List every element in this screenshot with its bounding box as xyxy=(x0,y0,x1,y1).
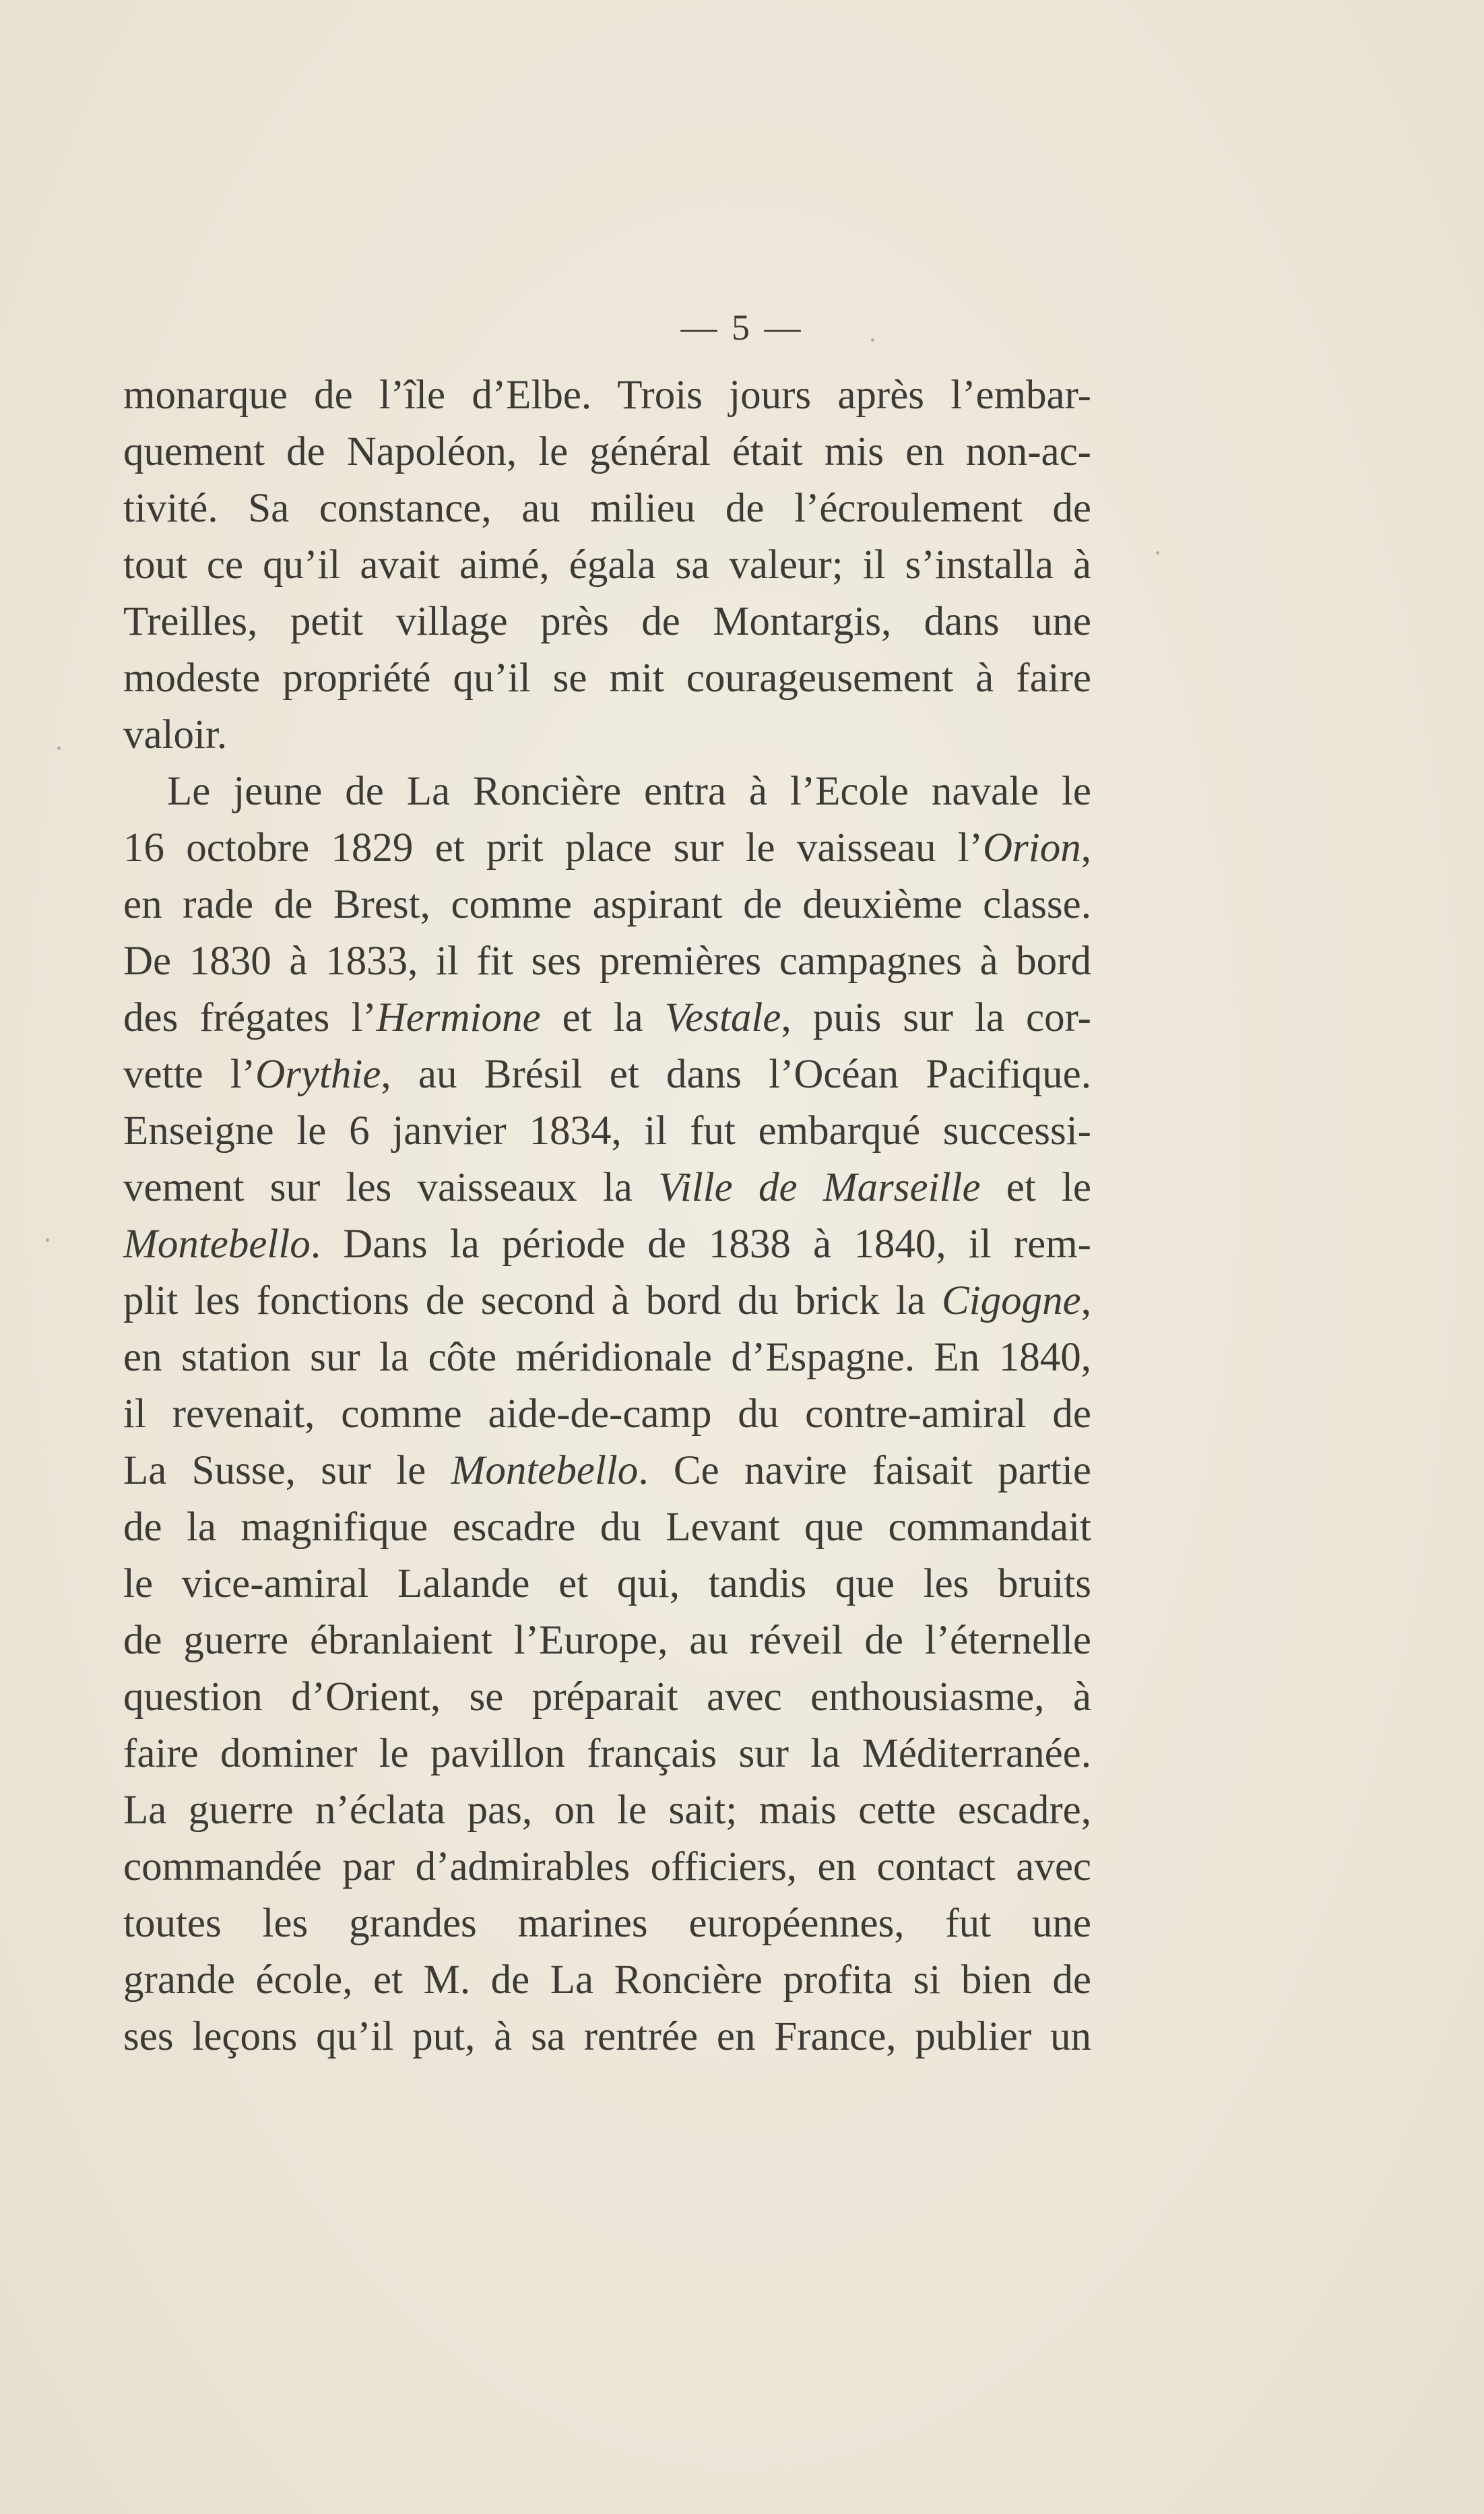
text-run: des frégates l’ xyxy=(123,995,377,1040)
text-line: Enseigne le 6 janvier 1834, il fut embarqué successi- xyxy=(123,1108,1091,1154)
text-run: . Ce navire faisait partie xyxy=(638,1448,1091,1493)
text-line: valoir. xyxy=(123,712,228,757)
paper-speck xyxy=(46,1238,49,1242)
text-line: ses leçons qu’il put, à sa rentrée en France, publier un xyxy=(123,2014,1091,2059)
text-run: , au Brésil et dans l’Océan Pacifique. xyxy=(381,1052,1092,1097)
text-line: modeste propriété qu’il se mit courageusement à faire xyxy=(123,656,1091,701)
text-line: Treilles, petit village près de Montargis, dans une xyxy=(123,599,1091,644)
ship-name: Orythie xyxy=(255,1052,381,1097)
text-run: plit les fonctions de second à bord du brick la xyxy=(123,1278,942,1323)
text-line: monarque de l’île d’Elbe. Trois jours après l’embar- xyxy=(123,373,1091,418)
ship-name: Cigogne xyxy=(942,1278,1081,1323)
page-number: — 5 — xyxy=(680,307,804,348)
text-line: grande école, et M. de La Roncière profita si bien de xyxy=(123,1957,1091,2003)
text-line: quement de Napoléon, le général était mis en non-ac- xyxy=(123,429,1091,474)
ship-name: Orion xyxy=(983,825,1081,871)
text-run: , xyxy=(1080,1278,1091,1323)
text-line: toutes les grandes marines européennes, fut une xyxy=(123,1901,1091,1946)
ship-name: Montebello xyxy=(123,1222,311,1267)
text-line: La guerre n’éclata pas, on le sait; mais cette escadre, xyxy=(123,1788,1091,1833)
ship-name: Montebello xyxy=(451,1448,639,1493)
text-line xyxy=(123,1273,1091,1329)
text-line: Le jeune de La Roncière entra à l’Ecole navale le xyxy=(167,769,1091,814)
text-run: et la xyxy=(540,995,665,1040)
text-line: en rade de Brest, comme aspirant de deuxième classe. xyxy=(123,882,1091,927)
text-run: , xyxy=(1080,825,1091,871)
ship-name: Vestale xyxy=(664,995,781,1040)
paper-speck xyxy=(1156,551,1159,555)
text-line: de guerre ébranlaient l’Europe, au réveil de l’éternelle xyxy=(123,1618,1091,1663)
text-line: question d’Orient, se préparait avec enthousiasme, à xyxy=(123,1674,1091,1720)
text-line: il revenait, comme aide-de-camp du contre-amiral de xyxy=(123,1391,1091,1437)
text-line: commandée par d’admirables officiers, en contact avec xyxy=(123,1844,1091,1889)
text-line: tivité. Sa constance, au milieu de l’écroulement de xyxy=(123,486,1091,531)
text-line xyxy=(123,1160,1091,1216)
text-run: vement sur les vaisseaux la xyxy=(123,1165,659,1210)
paper-speck xyxy=(57,747,61,750)
text-line: De 1830 à 1833, il fit ses premières campagnes à bord xyxy=(123,939,1091,984)
text-line: tout ce qu’il avait aimé, égala sa valeur; il s’installa à xyxy=(123,542,1091,588)
paper-speck xyxy=(871,338,874,342)
text-line xyxy=(123,990,1091,1046)
text-line: de la magnifique escadre du Levant que commandait xyxy=(123,1505,1091,1550)
text-run: 16 octobre 1829 et prit place sur le vaisseau l’ xyxy=(123,825,983,871)
text-run: La Susse, sur le xyxy=(123,1448,451,1493)
ship-name: Hermione xyxy=(376,995,541,1040)
text-run: . Dans la période de 1838 à 1840, il rem- xyxy=(310,1222,1091,1267)
text-line xyxy=(123,1046,1091,1103)
text-line xyxy=(123,1216,1091,1273)
body-text xyxy=(123,367,1091,2065)
text-run: vette l’ xyxy=(123,1052,256,1097)
text-run: , puis sur la cor- xyxy=(781,995,1091,1040)
ship-name: Ville de Marseille xyxy=(658,1165,981,1210)
text-line: le vice-amiral Lalande et qui, tandis que les bruits xyxy=(123,1561,1091,1606)
text-line: faire dominer le pavillon français sur la Méditerranée. xyxy=(123,1731,1091,1776)
text-run: et le xyxy=(980,1165,1091,1210)
text-line xyxy=(123,1443,1091,1499)
text-line: en station sur la côte méridionale d’Espagne. En 1840, xyxy=(123,1335,1091,1380)
text-line xyxy=(123,820,1091,877)
